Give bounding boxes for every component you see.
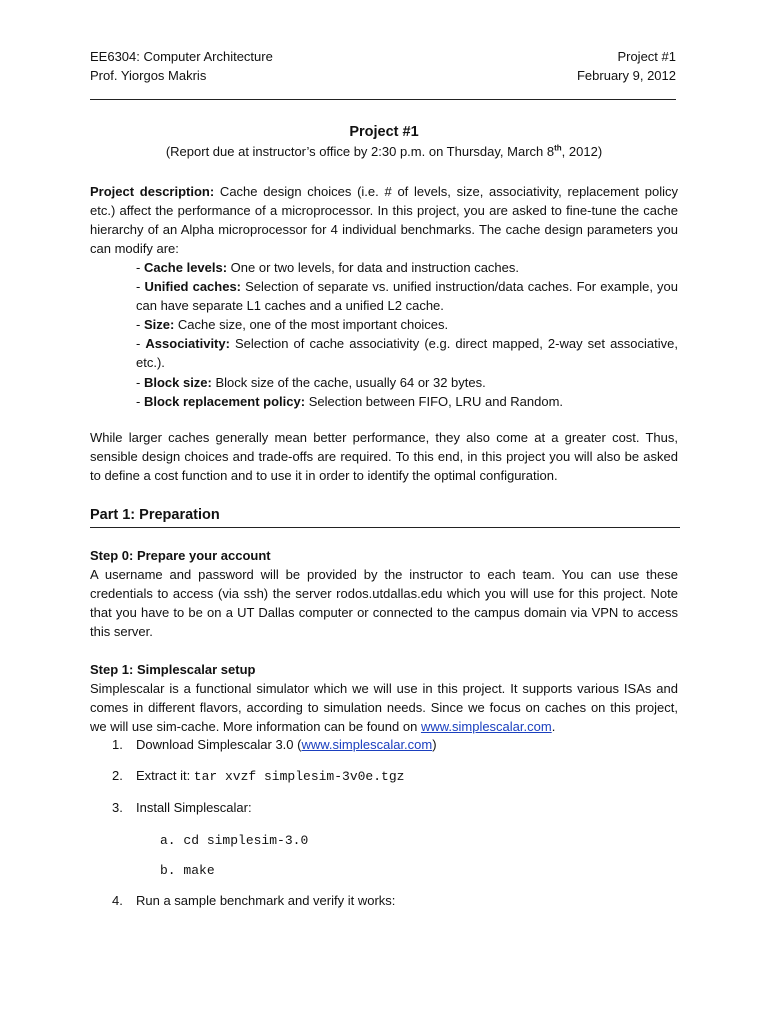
list-item: - Associativity: Selection of cache associativity (e.g. direct mapped, 2-way set associative, etc.). [136,336,678,371]
step0-heading: Step 0: Prepare your account [90,548,271,563]
list-item: - Block size: Block size of the cache, usually 64 or 32 bytes. [136,374,486,390]
list-item: - Block replacement policy: Selection between FIFO, LRU and Random. [136,393,564,409]
sub-item: a. cd simplesim-3.0 [160,833,309,848]
project-description: Project description: Cache design choices (i.e. # of levels, size, associativity, replacement policy etc.) affect the performance of a microprocessor. In this project, you are asked to fine-tune the cache hierarchy of an Alpha microprocessor for 4 individual benchmarks. The cache design parameters you can modify are: [90,184,679,257]
simplescalar-link[interactable]: www.simplescalar.com [420,719,552,735]
extract-command: tar xvzf simplesim-3v0e.tgz [193,769,405,784]
course-title: EE6304: Computer Architecture [90,49,273,64]
part1-heading: Part 1: Preparation [90,507,220,523]
due-date-note: (Report due at instructor’s office by 2:30 p.m. on Thursday, March 8th, 2012) [165,143,603,159]
part1-divider [90,527,680,528]
step0-text: A username and password will be provided by the instructor to each team. You can use these credentials to access (via ssh) the server rodos.utdallas.edu which you will use for this project. Note that you have to be on a UT Dallas computer or connected to the campus domain via VPN to access this server. [90,567,678,640]
step-number: 4. [112,893,123,908]
description-label: Project description: [90,184,215,199]
document-date: February 9, 2012 [576,68,676,83]
list-item: - Unified caches: Selection of separate vs. unified instruction/data caches. For example, you can have separate L1 caches and a unified L2 cache. [136,279,678,314]
cost-paragraph: While larger caches generally mean better performance, they also come at a greater cost. Thus, sensible design choices and trade-offs are required. To this end, in this project you will also be asked to define a cost function and to use it in order to identify the optimal configuration. [90,430,678,484]
list-item: Install Simplescalar: [136,800,252,815]
step-number: 2. [112,768,123,783]
header-divider [90,99,676,100]
cd-command: cd simplesim-3.0 [183,833,309,848]
download-link[interactable]: www.simplescalar.com [301,737,433,752]
step1-heading: Step 1: Simplescalar setup [90,662,256,677]
list-item: Run a sample benchmark and verify it works: [136,893,396,908]
list-item: Download Simplescalar 3.0 (www.simplescalar.com) [136,737,437,752]
list-item: - Cache levels: One or two levels, for data and instruction caches. [136,260,519,275]
step-number: 3. [112,800,123,815]
step-number: 1. [112,737,123,752]
sub-item: b. make [160,863,215,878]
list-item: - Size: Cache size, one of the most important choices. [136,317,449,333]
step1-text: Simplescalar is a functional simulator which we will use in this project. It supports various ISAs and comes in different flavors, according to simulation needs. Since we focus on caches on this project, we will use sim-cache. More information can be found on www.simplescalar.com. [90,681,678,735]
list-item: Extract it: tar xvzf simplesim-3v0e.tgz [136,768,405,784]
make-command: make [183,863,215,878]
page-title: Project #1 [349,124,419,140]
parameter-list [136,258,678,411]
professor-name: Prof. Yiorgos Makris [90,68,207,83]
project-label: Project #1 [617,49,676,64]
